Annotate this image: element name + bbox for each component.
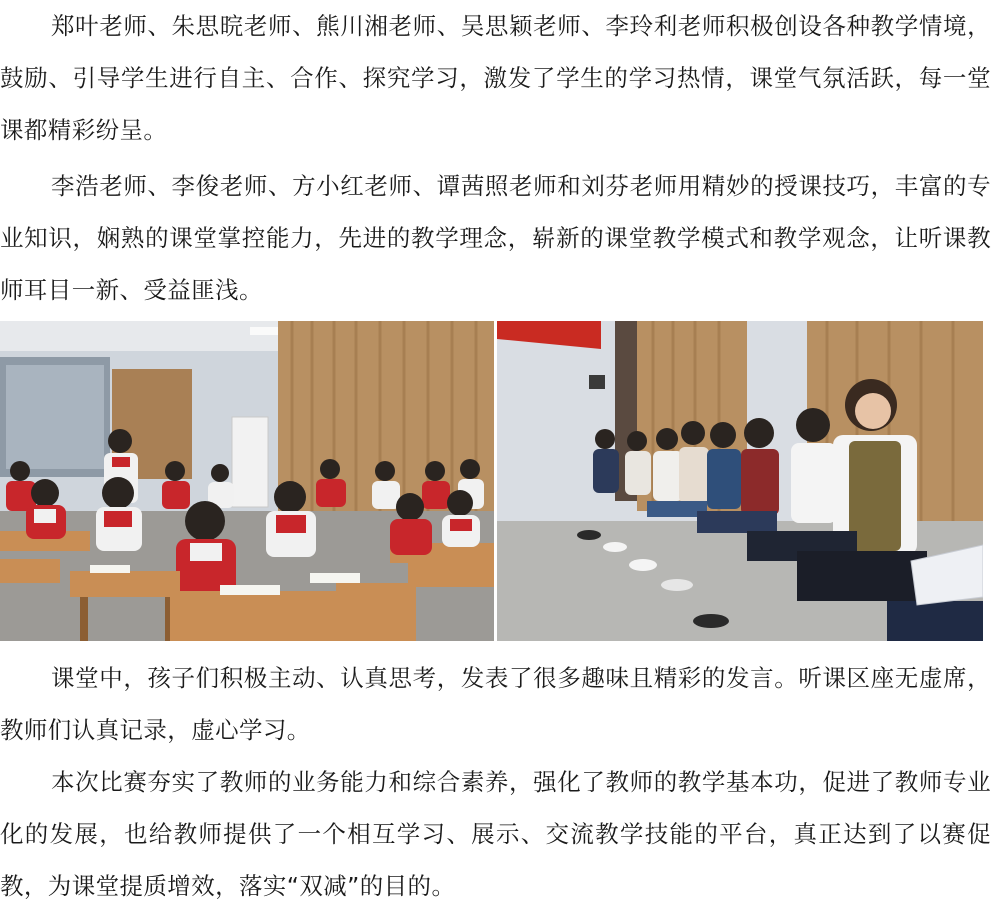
classroom-photo: [0, 321, 494, 641]
paragraph-3: 课堂中，孩子们积极主动、认真思考，发表了很多趣味且精彩的发言。听课区座无虚席，教师们认真记录，虚心学习。: [0, 664, 991, 744]
paragraph-4: 本次比赛夯实了教师的业务能力和综合素养，强化了教师的教学基本功，促进了教师专业化的发展，也给教师提供了一个相互学习、展示、交流教学技能的平台，真正达到了以赛促教，为课堂提质增效，落实“双减”的目的。: [0, 768, 991, 900]
classroom-photo-illustration: [0, 321, 494, 641]
observers-photo-illustration: [497, 321, 983, 641]
paragraph-1: 郑叶老师、朱思晥老师、熊川湘老师、吴思颖老师、李玲利老师积极创设各种教学情境，鼓励、引导学生进行自主、合作、探究学习，激发了学生的学习热情，课堂气氛活跃，每一堂课都精彩纷呈。: [0, 12, 991, 144]
observers-photo: [497, 321, 983, 641]
paragraph-2: 李浩老师、李俊老师、方小红老师、谭茜照老师和刘芬老师用精妙的授课技巧，丰富的专业知识，娴熟的课堂掌控能力，先进的教学理念，崭新的课堂教学模式和教学观念，让听课教师耳目一新、受益匪浅。: [0, 172, 991, 304]
